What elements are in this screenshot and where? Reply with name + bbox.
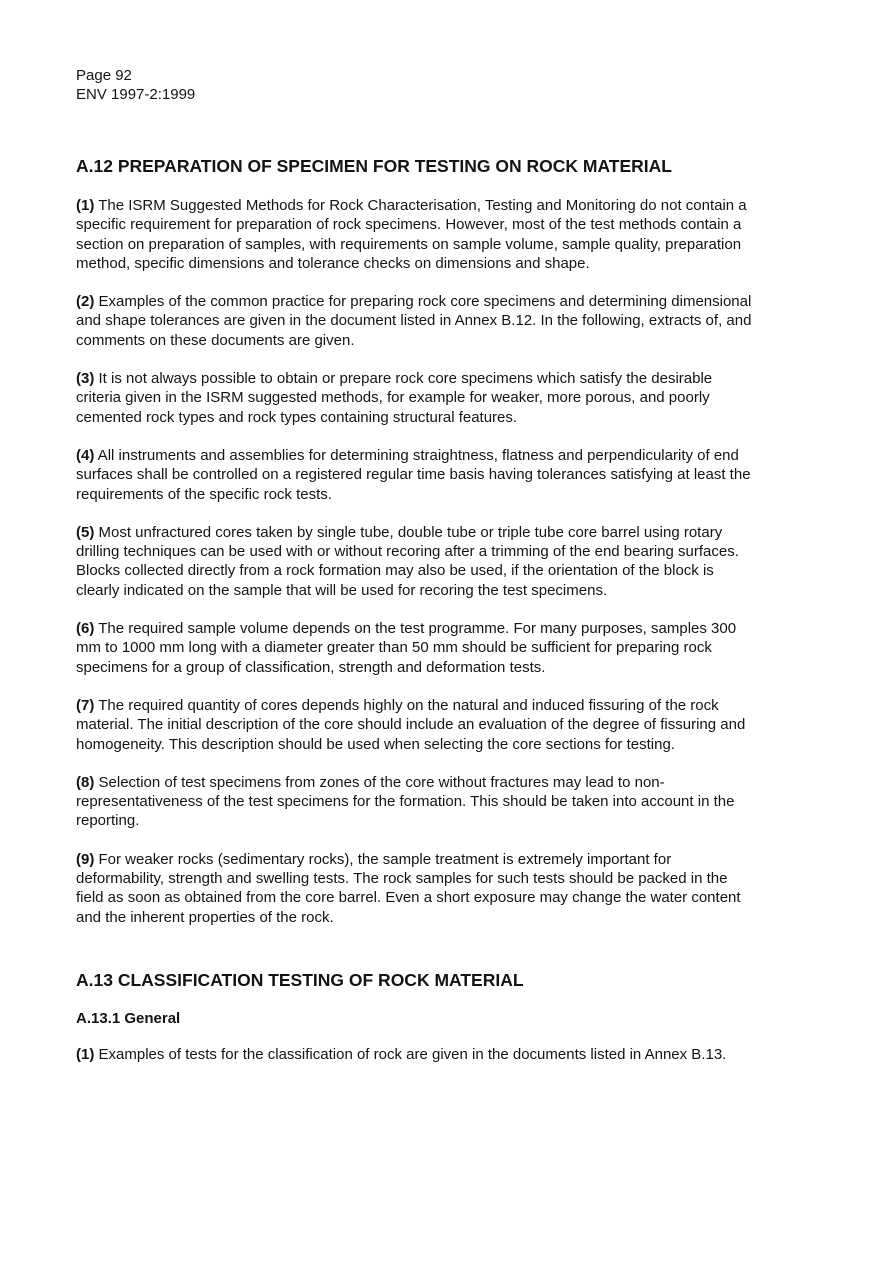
paragraph-number: (1) [76, 1045, 95, 1063]
paragraph-text: It is not always possible to obtain or prepare rock core specimens which satisfy the desirable criteria given in the ISRM suggested methods, for example for weaker, more porous, and poorly cemented rock types and rock types containing structural features. [76, 370, 713, 426]
paragraph [76, 773, 752, 831]
paragraph [76, 523, 752, 600]
paragraph-number: (6) [76, 620, 95, 638]
section-a12-body [76, 196, 752, 927]
paragraph-text: All instruments and assemblies for determining straightness, flatness and perpendicularity of end surfaces shall be controlled on a registered regular time basis having tolerances satisfying at least the requirements of the specific rock tests. [76, 446, 751, 503]
subsection-heading-a13-1: A.13.1 General [76, 1009, 181, 1027]
paragraph-text: Examples of tests for the classification of rock are given in the documents listed in Annex B.13. [94, 1045, 727, 1063]
paragraph-number: (7) [76, 696, 95, 714]
paragraph [76, 446, 752, 504]
paragraph-number: (5) [76, 523, 95, 541]
paragraph-text: Most unfractured cores taken by single tube, double tube or triple tube core barrel using rotary drilling techniques can be used with or without recoring after a trimming of the end bearing surfaces. Blocks collected directly from a rock formation may also be used, if the orientation of the block is clearly indicated on the sample that will be used for recoring the test specimens. [76, 523, 739, 599]
paragraph [76, 292, 752, 350]
paragraph-number: (8) [76, 773, 95, 791]
paragraph-number: (1) [76, 197, 95, 214]
subsection-a13-1-body [76, 1045, 752, 1064]
paragraph-number: (9) [76, 850, 95, 868]
section-heading-a13: A.13 CLASSIFICATION TESTING OF ROCK MATERIAL [76, 969, 524, 990]
paragraph [76, 1045, 752, 1064]
document-code: ENV 1997-2:1999 [76, 86, 196, 103]
paragraph [76, 850, 752, 927]
paragraph-text: The required sample volume depends on the test programme. For many purposes, samples 300 mm to 1000 mm long with a diameter greater than 50 mm should be sufficient for preparing rock specimens for a group of classification, strength and deformation tests. [76, 620, 737, 676]
paragraph-text: The required quantity of cores depends highly on the natural and induced fissuring of the rock material. The initial description of the core should include an evaluation of the degree of fissuring and homogeneity. This description should be used when selecting the core sections for testing. [76, 696, 746, 753]
section-heading-a12: A.12 PREPARATION OF SPECIMEN FOR TESTING ON ROCK MATERIAL [76, 156, 672, 176]
paragraph-number: (4) [76, 446, 95, 464]
paragraph-number: (3) [76, 370, 95, 388]
paragraph [76, 696, 752, 754]
paragraph-text: Examples of the common practice for preparing rock core specimens and determining dimensional and shape tolerances are given in the document listed in Annex B.12. In the following, extracts of, and comments on these documents are given. [76, 293, 752, 349]
document-page [76, 66, 752, 1064]
paragraph-text: Selection of test specimens from zones of the core without fractures may lead to non-representativeness of the test specimens for the formation. This should be taken into account in the reporting. [76, 773, 735, 830]
paragraph [76, 619, 752, 677]
paragraph-text: For weaker rocks (sedimentary rocks), the sample treatment is extremely important for deformability, strength and swelling tests. The rock samples for such tests should be packed in the field as soon as obtained from the core barrel. Even a short exposure may change the water content and the inherent properties of the rock. [76, 850, 741, 926]
page-number: Page 92 [76, 67, 132, 84]
paragraph [76, 196, 752, 273]
paragraph-text: The ISRM Suggested Methods for Rock Characterisation, Testing and Monitoring do not contain a specific requirement for preparation of rock specimens. However, most of the test methods contain a section on preparation of samples, with requirements on sample volume, sample quality, preparation method, specific dimensions and tolerance checks on dimensions and shape. [76, 197, 747, 272]
paragraph-number: (2) [76, 293, 95, 311]
paragraph [76, 369, 752, 427]
